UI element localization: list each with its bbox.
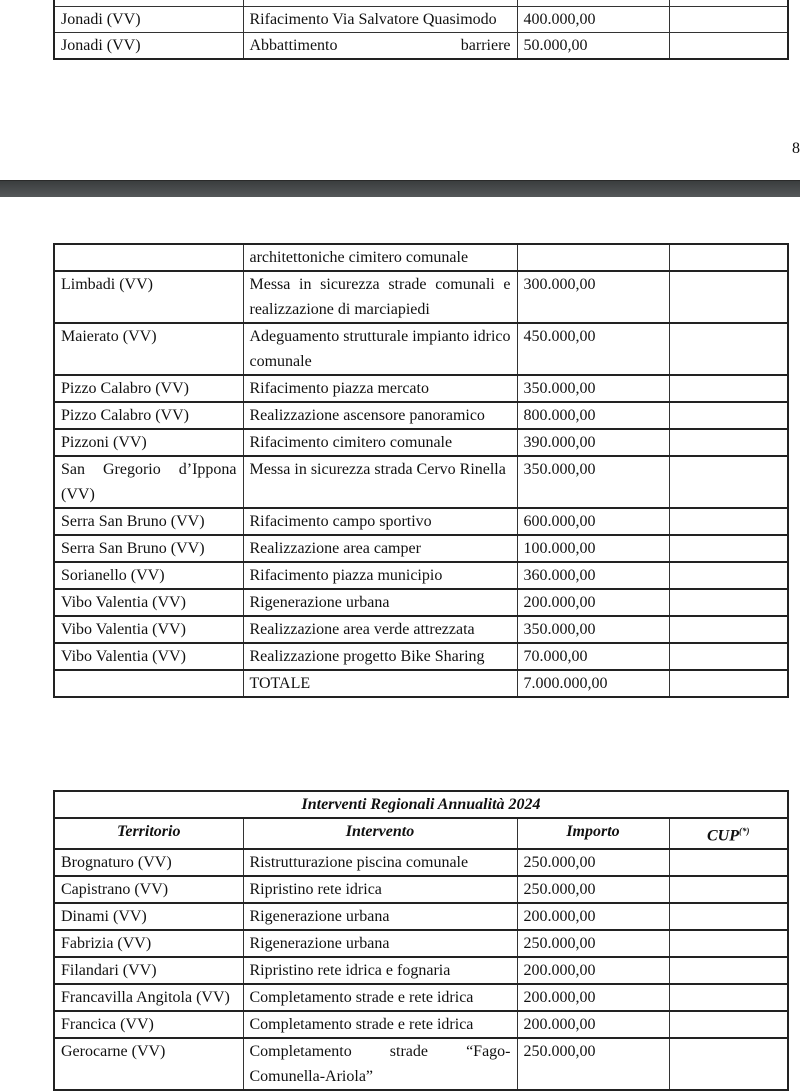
table-row [54,1038,788,1090]
cell-cup [669,6,788,32]
cell-cup [669,456,788,508]
table-row [54,429,788,456]
cell-importo: 350.000,00 [517,616,669,643]
table-row [54,323,788,375]
table-row [54,849,788,876]
table-top-fragment [53,0,789,60]
cell-importo: 450.000,00 [517,323,669,375]
cell-intervento: Rigenerazione urbana [243,903,517,930]
cell-importo: 200.000,00 [517,1011,669,1038]
cell-importo: 250.000,00 [517,876,669,903]
cell-territorio: Serra San Bruno (VV) [54,535,243,562]
cell-intervento: Realizzazione area camper [243,535,517,562]
cell-territorio: Jonadi (VV) [54,6,243,32]
page-number: 8 [792,140,800,157]
total-row [54,670,788,697]
total-label: TOTALE [243,670,517,697]
cell-importo: 250.000,00 [517,849,669,876]
table-row [54,984,788,1011]
cell-importo: 200.000,00 [517,957,669,984]
cell-territorio: Francica (VV) [54,1011,243,1038]
cell-intervento: Realizzazione area verde attrezzata [243,616,517,643]
cell-importo: 100.000,00 [517,535,669,562]
cell-cup [669,643,788,670]
table-interventi-2024 [53,790,789,1091]
cell-intervento: Rifacimento piazza mercato [243,375,517,402]
cell-importo: 350.000,00 [517,375,669,402]
table-title: Interventi Regionali Annualità 2024 [54,791,788,818]
table-row [54,6,788,32]
cell-cup [669,244,788,271]
cell-cup [669,957,788,984]
cell-importo: 200.000,00 [517,589,669,616]
cell-territorio: Capistrano (VV) [54,876,243,903]
cell-cup [669,429,788,456]
cell-importo: 250.000,00 [517,930,669,957]
table-row [54,903,788,930]
cell-cup [669,903,788,930]
table-row [54,535,788,562]
cell-intervento: Rifacimento campo sportivo [243,508,517,535]
cell-territorio: Fabrizia (VV) [54,930,243,957]
cell-territorio: Pizzo Calabro (VV) [54,375,243,402]
table-row [54,508,788,535]
table-row [54,1011,788,1038]
cell-importo: 600.000,00 [517,508,669,535]
table-row [54,271,788,323]
cell-territorio: Maierato (VV) [54,323,243,375]
cell-cup [669,402,788,429]
cell-intervento: Rifacimento piazza municipio [243,562,517,589]
cell-importo: 800.000,00 [517,402,669,429]
cell-importo: 400.000,00 [517,6,669,32]
cell-intervento: Ripristino rete idrica [243,876,517,903]
cell-territorio: San Gregorio d’Ippona (VV) [54,456,243,508]
cell-cup [669,616,788,643]
cell-cup [669,375,788,402]
table-row [54,876,788,903]
header-cup: CUP(*) [669,818,788,849]
cell-cup [669,562,788,589]
cell-importo [517,244,669,271]
cell-cup [669,32,788,59]
cell-intervento: Completamento strade e rete idrica [243,1011,517,1038]
cell-territorio: Pizzo Calabro (VV) [54,402,243,429]
cell-intervento: Ripristino rete idrica e fognaria [243,957,517,984]
cell-territorio: Pizzoni (VV) [54,429,243,456]
cell-intervento: Ristrutturazione piscina comunale [243,849,517,876]
cell-importo: 360.000,00 [517,562,669,589]
cell-intervento: Adeguamento strutturale impianto idrico comunale [243,323,517,375]
total-importo: 7.000.000,00 [517,670,669,697]
cell-importo: 390.000,00 [517,429,669,456]
table-row [54,616,788,643]
cell-intervento: Realizzazione ascensore panoramico [243,402,517,429]
cell-territorio: Francavilla Angitola (VV) [54,984,243,1011]
page-divider [0,180,800,197]
table-row [54,402,788,429]
cell-importo: 350.000,00 [517,456,669,508]
cell-cup [669,849,788,876]
cell-intervento: Realizzazione progetto Bike Sharing [243,643,517,670]
header-importo: Importo [517,818,669,849]
table-row [54,957,788,984]
header-territorio: Territorio [54,818,243,849]
cell-territorio: Vibo Valentia (VV) [54,589,243,616]
table-interventi-continued [53,243,789,698]
cell-cup [669,508,788,535]
table-row [54,562,788,589]
cell-cup [669,984,788,1011]
cell-intervento: Rifacimento cimitero comunale [243,429,517,456]
cell-territorio: Jonadi (VV) [54,32,243,59]
cell-intervento: Rifacimento Via Salvatore Quasimodo [243,6,517,32]
table-row [54,456,788,508]
table-row [54,375,788,402]
cell-territorio: Serra San Bruno (VV) [54,508,243,535]
table-row [54,244,788,271]
cell-territorio: Gerocarne (VV) [54,1038,243,1090]
cell-cup [669,876,788,903]
cell-cup [669,1038,788,1090]
table-row [54,589,788,616]
table-row [54,643,788,670]
cell-intervento: Completamento strade “Fago-Comunella-Ariola” [243,1038,517,1090]
cell-cup [669,1011,788,1038]
cell-intervento: architettoniche cimitero comunale [243,244,517,271]
cell-intervento: Messa in sicurezza strade comunali e realizzazione di marciapiedi [243,271,517,323]
header-intervento: Intervento [243,818,517,849]
cell-territorio [54,244,243,271]
cell-importo: 200.000,00 [517,984,669,1011]
cell-importo: 50.000,00 [517,32,669,59]
table-row [54,32,788,59]
cell-intervento: Completamento strade e rete idrica [243,984,517,1011]
cell-cup [669,535,788,562]
cell-cup [669,930,788,957]
cell-cup [669,589,788,616]
cell-territorio: Limbadi (VV) [54,271,243,323]
cell-intervento: Abbattimento barriere [243,32,517,59]
page-bottom [0,197,800,1085]
cell-importo: 70.000,00 [517,643,669,670]
cell-territorio: Brognaturo (VV) [54,849,243,876]
cell-territorio: Sorianello (VV) [54,562,243,589]
cell-intervento: Rigenerazione urbana [243,589,517,616]
cell-territorio: Filandari (VV) [54,957,243,984]
cell-cup [669,323,788,375]
cell-importo: 300.000,00 [517,271,669,323]
table-row [54,930,788,957]
cell-intervento: Messa in sicurezza strada Cervo Rinella [243,456,517,508]
cell-cup [669,271,788,323]
cell-importo: 250.000,00 [517,1038,669,1090]
page-top [0,0,800,180]
cell-importo: 200.000,00 [517,903,669,930]
cell-intervento: Rigenerazione urbana [243,930,517,957]
cell-territorio: Dinami (VV) [54,903,243,930]
cell-territorio: Vibo Valentia (VV) [54,616,243,643]
cell-territorio: Vibo Valentia (VV) [54,643,243,670]
